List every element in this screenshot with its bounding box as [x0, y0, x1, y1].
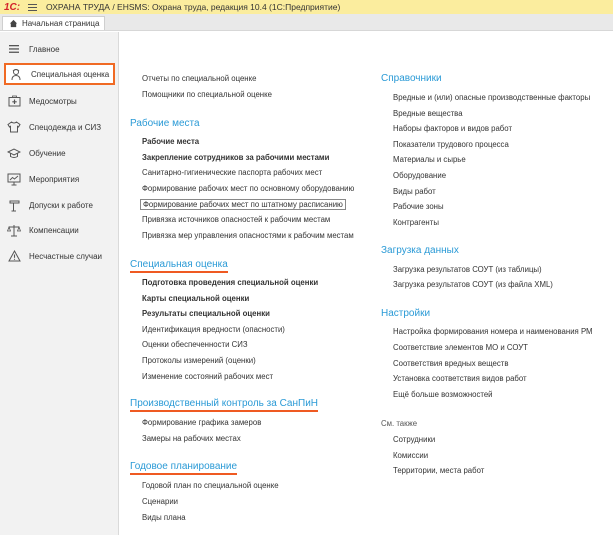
link-workplace-state-change[interactable]: Изменение состояний рабочих мест	[142, 372, 274, 381]
link-work-type-mapping[interactable]: Установка соответствия видов работ	[393, 374, 527, 383]
link-employees[interactable]: Сотрудники	[393, 435, 436, 444]
sidebar-item-label: Спецодежда и СИЗ	[29, 122, 102, 132]
main-menu-icon[interactable]	[28, 2, 37, 13]
link-annual-plan[interactable]: Годовой план по специальной оценке	[142, 481, 279, 490]
link-prepare-special-eval[interactable]: Подготовка проведения специальной оценки	[142, 278, 319, 287]
link-contractors[interactable]: Контрагенты	[393, 218, 439, 227]
link-rm-numbering-settings[interactable]: Настройка формирования номера и наименования РМ	[393, 327, 593, 336]
window-title: ОХРАНА ТРУДА / EHSMS: Охрана труда, редакция 10.4 (1С:Предприятие)	[46, 2, 341, 12]
sidebar-item-main[interactable]	[4, 38, 115, 60]
link-bind-hazard-sources[interactable]: Привязка источников опасностей к рабочим местам	[142, 215, 331, 224]
link-factor-sets[interactable]: Наборы факторов и видов работ	[393, 124, 513, 133]
list-icon	[6, 42, 22, 56]
worker-icon	[8, 67, 24, 81]
link-mo-sout-mapping[interactable]: Соответствие элементов МО и СОУТ	[393, 343, 528, 352]
link-hazard-factors[interactable]: Вредные и (или) опасные производственные факторы	[393, 93, 591, 102]
tab-home-label: Начальная страница	[22, 19, 100, 28]
link-territories[interactable]: Территории, места работ	[393, 466, 485, 475]
link-plan-types[interactable]: Виды плана	[142, 513, 186, 522]
sidebar-item-medical[interactable]	[4, 90, 115, 112]
link-workplaces[interactable]: Рабочие места	[142, 137, 200, 146]
section-title-see-also: См. также	[381, 419, 418, 428]
sidebar-item-accidents[interactable]	[4, 245, 115, 267]
link-hazardous-substances[interactable]: Вредные вещества	[393, 109, 463, 118]
scales-icon	[6, 223, 22, 237]
sidebar-item-label: Компенсации	[29, 225, 79, 235]
link-commissions[interactable]: Комиссии	[393, 451, 429, 460]
main-content	[120, 32, 613, 535]
link-measurement-protocols[interactable]: Протоколы измерений (оценки)	[142, 356, 256, 365]
link-work-zones[interactable]: Рабочие зоны	[393, 202, 444, 211]
permit-icon	[6, 198, 22, 212]
link-load-from-table[interactable]: Загрузка результатов СОУТ (из таблицы)	[393, 265, 542, 274]
sidebar-item-training[interactable]	[4, 142, 115, 164]
sidebar-item-label: Главное	[29, 44, 60, 54]
sidebar-item-compensation[interactable]	[4, 219, 115, 241]
sidebar-item-permits[interactable]	[4, 194, 115, 216]
graduation-cap-icon	[6, 146, 22, 160]
sidebar-item-label: Мероприятия	[29, 174, 80, 184]
sidebar-item-activities[interactable]	[4, 168, 115, 190]
section-title-data-load: Загрузка данных	[381, 245, 459, 256]
tab-home[interactable]	[2, 16, 105, 30]
link-labor-indicators[interactable]: Показатели трудового процесса	[393, 140, 509, 149]
sidebar-item-label: Несчастные случаи	[29, 251, 103, 261]
clothing-icon	[6, 120, 22, 134]
section-title-settings: Настройки	[381, 308, 431, 319]
link-ppe-provision[interactable]: Оценки обеспеченности СИЗ	[142, 340, 248, 349]
link-hazard-identification[interactable]: Идентификация вредности (опасности)	[142, 325, 285, 334]
section-title-annual-planning: Годовое планирование	[130, 461, 237, 475]
sidebar-item-label: Допуски к работе	[29, 200, 93, 210]
medkit-icon	[6, 94, 22, 108]
home-icon	[9, 19, 18, 28]
link-special-eval-assistants[interactable]: Помощники по специальной оценке	[142, 90, 272, 99]
sidebar-item-label: Обучение	[29, 148, 66, 158]
section-title-workplaces: Рабочие места	[130, 118, 200, 129]
section-title-prod-control: Производственный контроль за СанПиН	[130, 398, 318, 412]
link-materials[interactable]: Материалы и сырье	[393, 155, 466, 164]
link-workplace-measurements[interactable]: Замеры на рабочих местах	[142, 434, 241, 443]
tab-bar	[0, 14, 613, 31]
link-form-by-equipment[interactable]: Формирование рабочих мест по основному оборудованию	[142, 184, 355, 193]
link-special-eval-reports[interactable]: Отчеты по специальной оценке	[142, 74, 257, 83]
link-assign-employees[interactable]: Закрепление сотрудников за рабочими местами	[142, 153, 330, 162]
link-more-features[interactable]: Ещё больше возможностей	[393, 390, 493, 399]
link-special-eval-results[interactable]: Результаты специальной оценки	[142, 309, 270, 318]
sidebar-item-clothing[interactable]	[4, 116, 115, 138]
link-measurement-schedule[interactable]: Формирование графика замеров	[142, 418, 262, 427]
presentation-icon	[6, 172, 22, 186]
section-title-special-eval: Специальная оценка	[130, 259, 228, 273]
sidebar-item-special-eval[interactable]	[4, 63, 115, 85]
link-scenarios[interactable]: Сценарии	[142, 497, 179, 506]
link-equipment[interactable]: Оборудование	[393, 171, 447, 180]
section-title-references: Справочники	[381, 73, 442, 84]
sidebar-item-label: Медосмотры	[29, 96, 77, 106]
link-form-by-staff-schedule[interactable]: Формирование рабочих мест по штатному расписанию	[140, 199, 346, 210]
link-load-from-xml[interactable]: Загрузка результатов СОУТ (из файла XML)	[393, 280, 553, 289]
link-bind-hazard-controls[interactable]: Привязка мер управления опасностями к рабочим местам	[142, 231, 354, 240]
sidebar	[0, 32, 119, 535]
link-special-eval-cards[interactable]: Карты специальной оценки	[142, 294, 250, 303]
link-work-types[interactable]: Виды работ	[393, 187, 436, 196]
warning-icon	[6, 249, 22, 263]
link-substance-mapping[interactable]: Соответствия вредных веществ	[393, 359, 509, 368]
link-sanitary-passports[interactable]: Санитарно-гигиенические паспорта рабочих мест	[142, 168, 323, 177]
title-bar	[0, 0, 613, 14]
app-logo: 1С:	[4, 1, 21, 13]
sidebar-item-label: Специальная оценка	[31, 69, 110, 79]
